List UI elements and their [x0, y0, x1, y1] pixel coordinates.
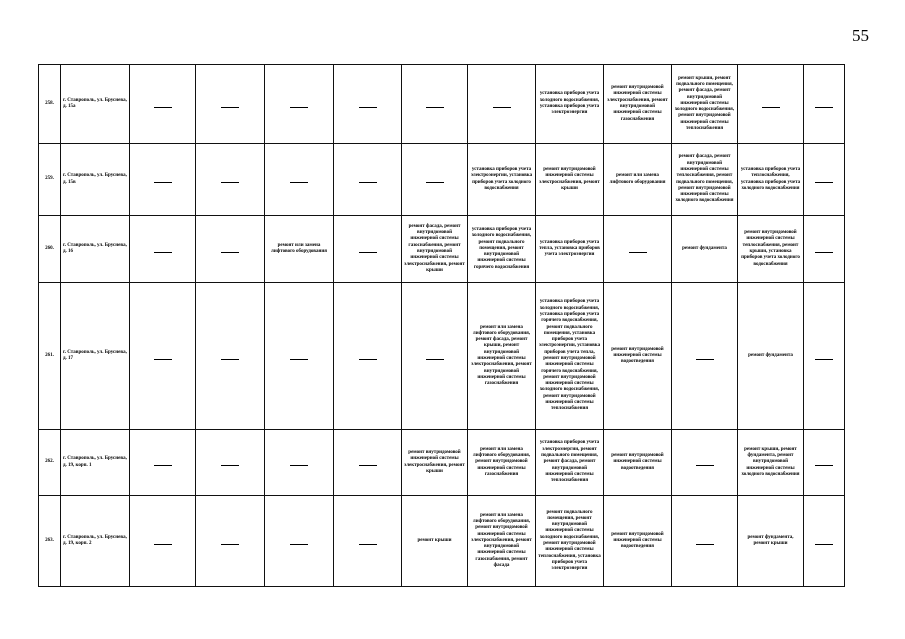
- work-description-cell: ремонт крыши: [402, 496, 468, 587]
- empty-dash-cell: [334, 216, 402, 283]
- empty-dash-cell: [672, 496, 738, 587]
- work-description-cell: ремонт фундамента: [738, 283, 804, 430]
- empty-dash-cell: [265, 496, 334, 587]
- work-description-cell: ремонт фундамента, ремонт крыши: [738, 496, 804, 587]
- empty-dash-cell: [402, 283, 468, 430]
- dash-mark: [762, 107, 780, 108]
- empty-dash-cell: [130, 430, 196, 496]
- empty-dash-cell: [130, 496, 196, 587]
- row-number: 262.: [39, 430, 61, 496]
- empty-dash-cell: [804, 430, 845, 496]
- table-row: [39, 430, 845, 496]
- dash-mark: [359, 182, 377, 183]
- dash-mark: [221, 252, 239, 253]
- dash-mark: [815, 107, 833, 108]
- work-description-cell: ремонт внутридомовой инженерной системы электроснабжения, ремонт крыши: [402, 430, 468, 496]
- work-description-cell: установка приборов учета электроэнергии, установка приборов учета холодного водоснабжения: [468, 144, 536, 216]
- dash-mark: [154, 107, 172, 108]
- row-number: 261.: [39, 283, 61, 430]
- empty-dash-cell: [334, 496, 402, 587]
- dash-mark: [221, 107, 239, 108]
- work-description-cell: ремонт или замена лифтового оборудования, ремонт фасада, ремонт крыши, ремонт внутридомовой инженерной системы электроснабжения, ремонт внутридомовой инженерной системы газоснабжения: [468, 283, 536, 430]
- empty-dash-cell: [604, 216, 672, 283]
- work-description-cell: ремонт внутридомовой инженерной системы электроснабжения, ремонт крыши: [536, 144, 604, 216]
- page-number: 55: [852, 26, 869, 45]
- work-description-cell: ремонт внутридомовой инженерной системы теплоснабжения, ремонт крыши, установка приборов учета холодного водоснабжения: [738, 216, 804, 283]
- table-row: [39, 144, 845, 216]
- dash-mark: [359, 465, 377, 466]
- empty-dash-cell: [265, 65, 334, 144]
- empty-dash-cell: [196, 496, 265, 587]
- dash-mark: [359, 544, 377, 545]
- work-description-cell: ремонт фасада, ремонт внутридомовой инженерной системы теплоснабжения, ремонт подвального помещения, ремонт внутридомовой инженерной системы холодного водоснабжения: [672, 144, 738, 216]
- empty-dash-cell: [196, 65, 265, 144]
- empty-dash-cell: [265, 144, 334, 216]
- work-description-cell: ремонт фундамента: [672, 216, 738, 283]
- work-description-cell: ремонт крыши, ремонт фундамента, ремонт внутридомовой инженерной системы холодного водоснабжения: [738, 430, 804, 496]
- table-row: [39, 65, 845, 144]
- empty-dash-cell: [334, 144, 402, 216]
- work-description-cell: ремонт внутридомовой инженерной системы электроснабжения, ремонт внутридомовой инженерной системы газоснабжения: [604, 65, 672, 144]
- work-description-cell: ремонт внутридомовой инженерной системы водоотведения: [604, 430, 672, 496]
- dash-mark: [426, 107, 444, 108]
- dash-mark: [154, 182, 172, 183]
- work-description-cell: ремонт внутридомовой инженерной системы водоотведения: [604, 496, 672, 587]
- work-description-cell: ремонт крыши, ремонт подвального помещения, ремонт фасада, ремонт внутридомовой инженерной системы холодного водоснабжения, ремонт внутридомовой инженерной системы теплоснабжения: [672, 65, 738, 144]
- table-row: [39, 283, 845, 430]
- empty-dash-cell: [130, 144, 196, 216]
- empty-dash-cell: [672, 430, 738, 496]
- dash-mark: [815, 544, 833, 545]
- dash-mark: [426, 182, 444, 183]
- empty-dash-cell: [334, 65, 402, 144]
- work-description-cell: ремонт или замена лифтового оборудования, ремонт внутридомовой инженерной системы газоснабжения: [468, 430, 536, 496]
- dash-mark: [359, 107, 377, 108]
- dash-mark: [290, 465, 308, 466]
- empty-dash-cell: [130, 216, 196, 283]
- dash-mark: [154, 252, 172, 253]
- empty-dash-cell: [265, 283, 334, 430]
- row-number: 263.: [39, 496, 61, 587]
- repair-schedule-table: [38, 64, 845, 587]
- empty-dash-cell: [804, 283, 845, 430]
- dash-mark: [290, 107, 308, 108]
- table-row: [39, 496, 845, 587]
- empty-dash-cell: [334, 283, 402, 430]
- dash-mark: [154, 359, 172, 360]
- dash-mark: [696, 465, 714, 466]
- address-cell: г. Ставрополь, ул. Бруснева, д. 17: [61, 283, 130, 430]
- dash-mark: [359, 359, 377, 360]
- dash-mark: [290, 359, 308, 360]
- dash-mark: [221, 544, 239, 545]
- empty-dash-cell: [196, 283, 265, 430]
- dash-mark: [815, 359, 833, 360]
- address-cell: г. Ставрополь, ул. Бруснева, д. 15а: [61, 65, 130, 144]
- dash-mark: [629, 252, 647, 253]
- work-description-cell: установка приборов учета холодного водоснабжения, установка приборов учета электроэнергии: [536, 65, 604, 144]
- empty-dash-cell: [130, 65, 196, 144]
- work-description-cell: ремонт фасада, ремонт внутридомовой инженерной системы газоснабжения, ремонт внутридомовой инженерной системы электроснабжения, ремонт крыши: [402, 216, 468, 283]
- empty-dash-cell: [402, 65, 468, 144]
- work-description-cell: установка приборов учета электроэнергии, ремонт подвального помещения, ремонт фасада, ремонт внутридомовой инженерной системы теплоснабжения: [536, 430, 604, 496]
- table-row: [39, 216, 845, 283]
- row-number: 258.: [39, 65, 61, 144]
- address-cell: г. Ставрополь, ул. Бруснева, д. 19, корп. 2: [61, 496, 130, 587]
- address-cell: г. Ставрополь, ул. Бруснева, д. 16: [61, 216, 130, 283]
- empty-dash-cell: [196, 144, 265, 216]
- empty-dash-cell: [804, 144, 845, 216]
- dash-mark: [154, 544, 172, 545]
- dash-mark: [154, 465, 172, 466]
- work-description-cell: установка приборов учета холодного водоснабжения, ремонт подвального помещения, ремонт внутридомовой инженерной системы горячего водоснабжения: [468, 216, 536, 283]
- work-description-cell: ремонт или замена лифтового оборудования: [604, 144, 672, 216]
- work-description-cell: ремонт подвального помещения, ремонт внутридомовой инженерной системы холодного водоснабжения, ремонт внутридомовой инженерной системы теплоснабжения, установка приборов учета электроэнергии: [536, 496, 604, 587]
- table-body: [39, 65, 845, 587]
- work-description-cell: установка приборов учета теплоснабжения, установка приборов учета холодного водоснабжения: [738, 144, 804, 216]
- dash-mark: [815, 252, 833, 253]
- dash-mark: [221, 359, 239, 360]
- address-cell: г. Ставрополь, ул. Бруснева, д. 19, корп. 1: [61, 430, 130, 496]
- work-description-cell: ремонт внутридомовой инженерной системы водоотведения: [604, 283, 672, 430]
- empty-dash-cell: [804, 216, 845, 283]
- work-description-cell: ремонт или замена лифтового оборудования: [265, 216, 334, 283]
- empty-dash-cell: [738, 65, 804, 144]
- empty-dash-cell: [196, 430, 265, 496]
- dash-mark: [815, 182, 833, 183]
- dash-mark: [815, 465, 833, 466]
- dash-mark: [696, 544, 714, 545]
- empty-dash-cell: [804, 496, 845, 587]
- dash-mark: [221, 465, 239, 466]
- empty-dash-cell: [130, 283, 196, 430]
- dash-mark: [426, 359, 444, 360]
- dash-mark: [359, 252, 377, 253]
- work-description-cell: установка приборов учета тепла, установка приборов учета электроэнергии: [536, 216, 604, 283]
- row-number: 260.: [39, 216, 61, 283]
- work-description-cell: ремонт или замена лифтового оборудования, ремонт внутридомовой инженерной системы электроснабжения, ремонт внутридомовой инженерной системы газоснабжения, ремонт фасада: [468, 496, 536, 587]
- empty-dash-cell: [468, 65, 536, 144]
- dash-mark: [696, 359, 714, 360]
- empty-dash-cell: [334, 430, 402, 496]
- empty-dash-cell: [196, 216, 265, 283]
- empty-dash-cell: [672, 283, 738, 430]
- empty-dash-cell: [265, 430, 334, 496]
- work-description-cell: установка приборов учета холодного водоснабжения, установка приборов учета горячего водоснабжения, ремонт подвального помещения, установка приборов учета электроэнергии, установка приборов учета тепла, ремонт внутридомовой инженерной системы горячего водоснабжения, ремонт внутридомовой инженерной системы холодного водоснабжения, ремонт внутридомовой инженерной системы теплоснабжения: [536, 283, 604, 430]
- empty-dash-cell: [804, 65, 845, 144]
- empty-dash-cell: [402, 144, 468, 216]
- dash-mark: [290, 544, 308, 545]
- row-number: 259.: [39, 144, 61, 216]
- dash-mark: [493, 107, 511, 108]
- dash-mark: [221, 182, 239, 183]
- address-cell: г. Ставрополь, ул. Бруснева, д. 15в: [61, 144, 130, 216]
- dash-mark: [290, 182, 308, 183]
